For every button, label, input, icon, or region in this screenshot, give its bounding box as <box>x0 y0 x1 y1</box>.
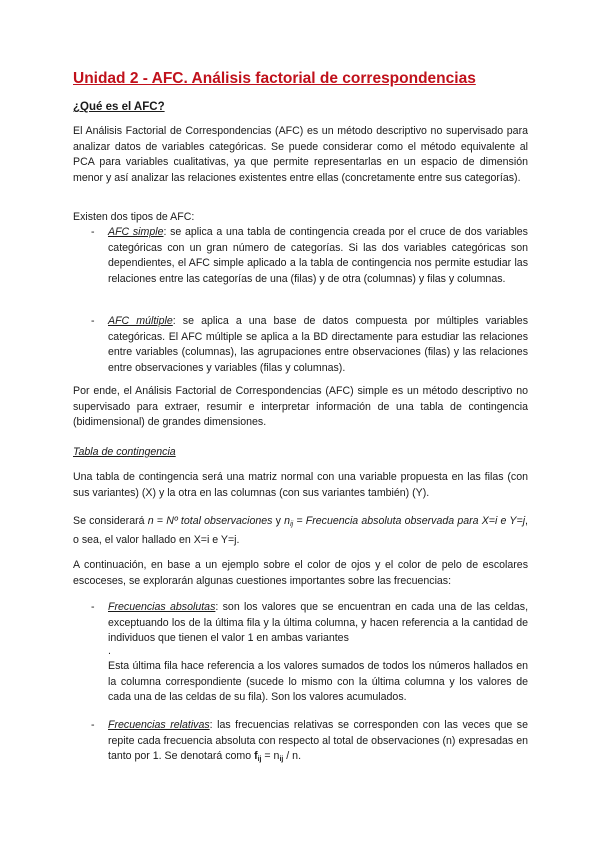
term-afc-multiple: AFC múltiple <box>108 315 173 327</box>
section-heading-que-es: ¿Qué es el AFC? <box>73 101 165 113</box>
types-intro: Existen dos tipos de AFC: <box>73 211 195 223</box>
freq-abs-note: Esta última fila hace referencia a los valores sumados de todos los números hallados en la columna correspondiente (sucede lo mismo con la última columna y los valores de cada una de las celdas de su fila). Son los valores acumulados. <box>108 660 528 703</box>
bullet-dash: - <box>91 226 95 238</box>
subsection-heading <box>73 445 528 461</box>
bullet-dash: - <box>91 315 95 327</box>
afc-multiple-text: : se aplica a una base de datos compuesta por múltiples variables categóricas. El AFC múltiple se aplica a la BD directamente para estudiar las relaciones entre variables (columnas), las agrupaciones entre observaciones (filas) y las relaciones entre observaciones y variables (filas y columnas). <box>108 315 528 374</box>
term-freq-abs: Frecuencias absolutas <box>108 601 216 613</box>
list-item-freq-rel: Frecuencias relativas: las frecuencias relativas se corresponden con las veces que se repite cada frecuencia absoluta con respecto al total de observaciones (n) expresadas en tanto por 1. Se denotará como $f_{ij} = n_{ij} / n$. <box>108 719 528 763</box>
list-item-afc-multiple <box>108 314 528 376</box>
list-item-afc-simple <box>108 225 528 287</box>
freq-abs-dot: . <box>108 645 111 657</box>
table-description: Una tabla de contingencia será una matriz normal con una variable propuesta en las filas (con sus variantes) (X) y la otra en las columnas (con sus variantes también) (Y). <box>73 471 528 499</box>
example-paragraph: A continuación, en base a un ejemplo sobre el color de ojos y el color de pelo de escolares escoceses, se explorarán algunas cuestiones importantes sobre las frecuencias: <box>73 559 528 587</box>
term-freq-rel: Frecuencias relativas <box>108 719 210 731</box>
bullet-dash: - <box>91 719 95 731</box>
intro-paragraph: El Análisis Factorial de Correspondencias (AFC) es un método descriptivo no supervisado para analizar datos de variables categóricas. Se puede considerar como el método equivalente al PCA para variables cualitativas, ya que permite representarlas en un espacio de dimensión menor y así analizar las relaciones existentes entre ellas (concretamente entre sus categorías). <box>73 125 528 184</box>
bullet-dash: - <box>91 601 95 613</box>
afc-simple-text: : se aplica a una tabla de contingencia creada por el cruce de dos variables categóricas con un gran número de categorías. Si las dos variables categóricas son dependientes, el AFC simple aplicado a la tabla de contingencia nos permite estudiar las relaciones entre las categorías de una (filas) y de otra (columnas) y filas y columnas. <box>108 226 528 285</box>
summary-paragraph: Por ende, el Análisis Factorial de Correspondencias (AFC) simple es un método descriptivo no supervisado para extraer, resumir e interpretar información de una tabla de contingencia (bidimensional) de grandes dimensiones. <box>73 385 528 428</box>
page-title: Unidad 2 - AFC. Análisis factorial de correspondencias <box>73 70 476 87</box>
list-item-freq-abs: Frecuencias absolutas: son los valores que se encuentran en cada una de las celdas, exceptuando los de la última fila y la última columna, y hacen referencia a la cantidad de individuos que tienen el valor 1 en ambas variantes <box>108 601 529 644</box>
subsection-title: Tabla de contingencia <box>73 446 176 458</box>
notation-paragraph: Se considerará n = Nº total observaciones y $n_{ij}$ = Frecuencia absoluta observada para X=i e Y=j, o sea, el valor hallado en X=i e Y=j. <box>73 515 528 546</box>
term-afc-simple: AFC simple <box>108 226 164 238</box>
